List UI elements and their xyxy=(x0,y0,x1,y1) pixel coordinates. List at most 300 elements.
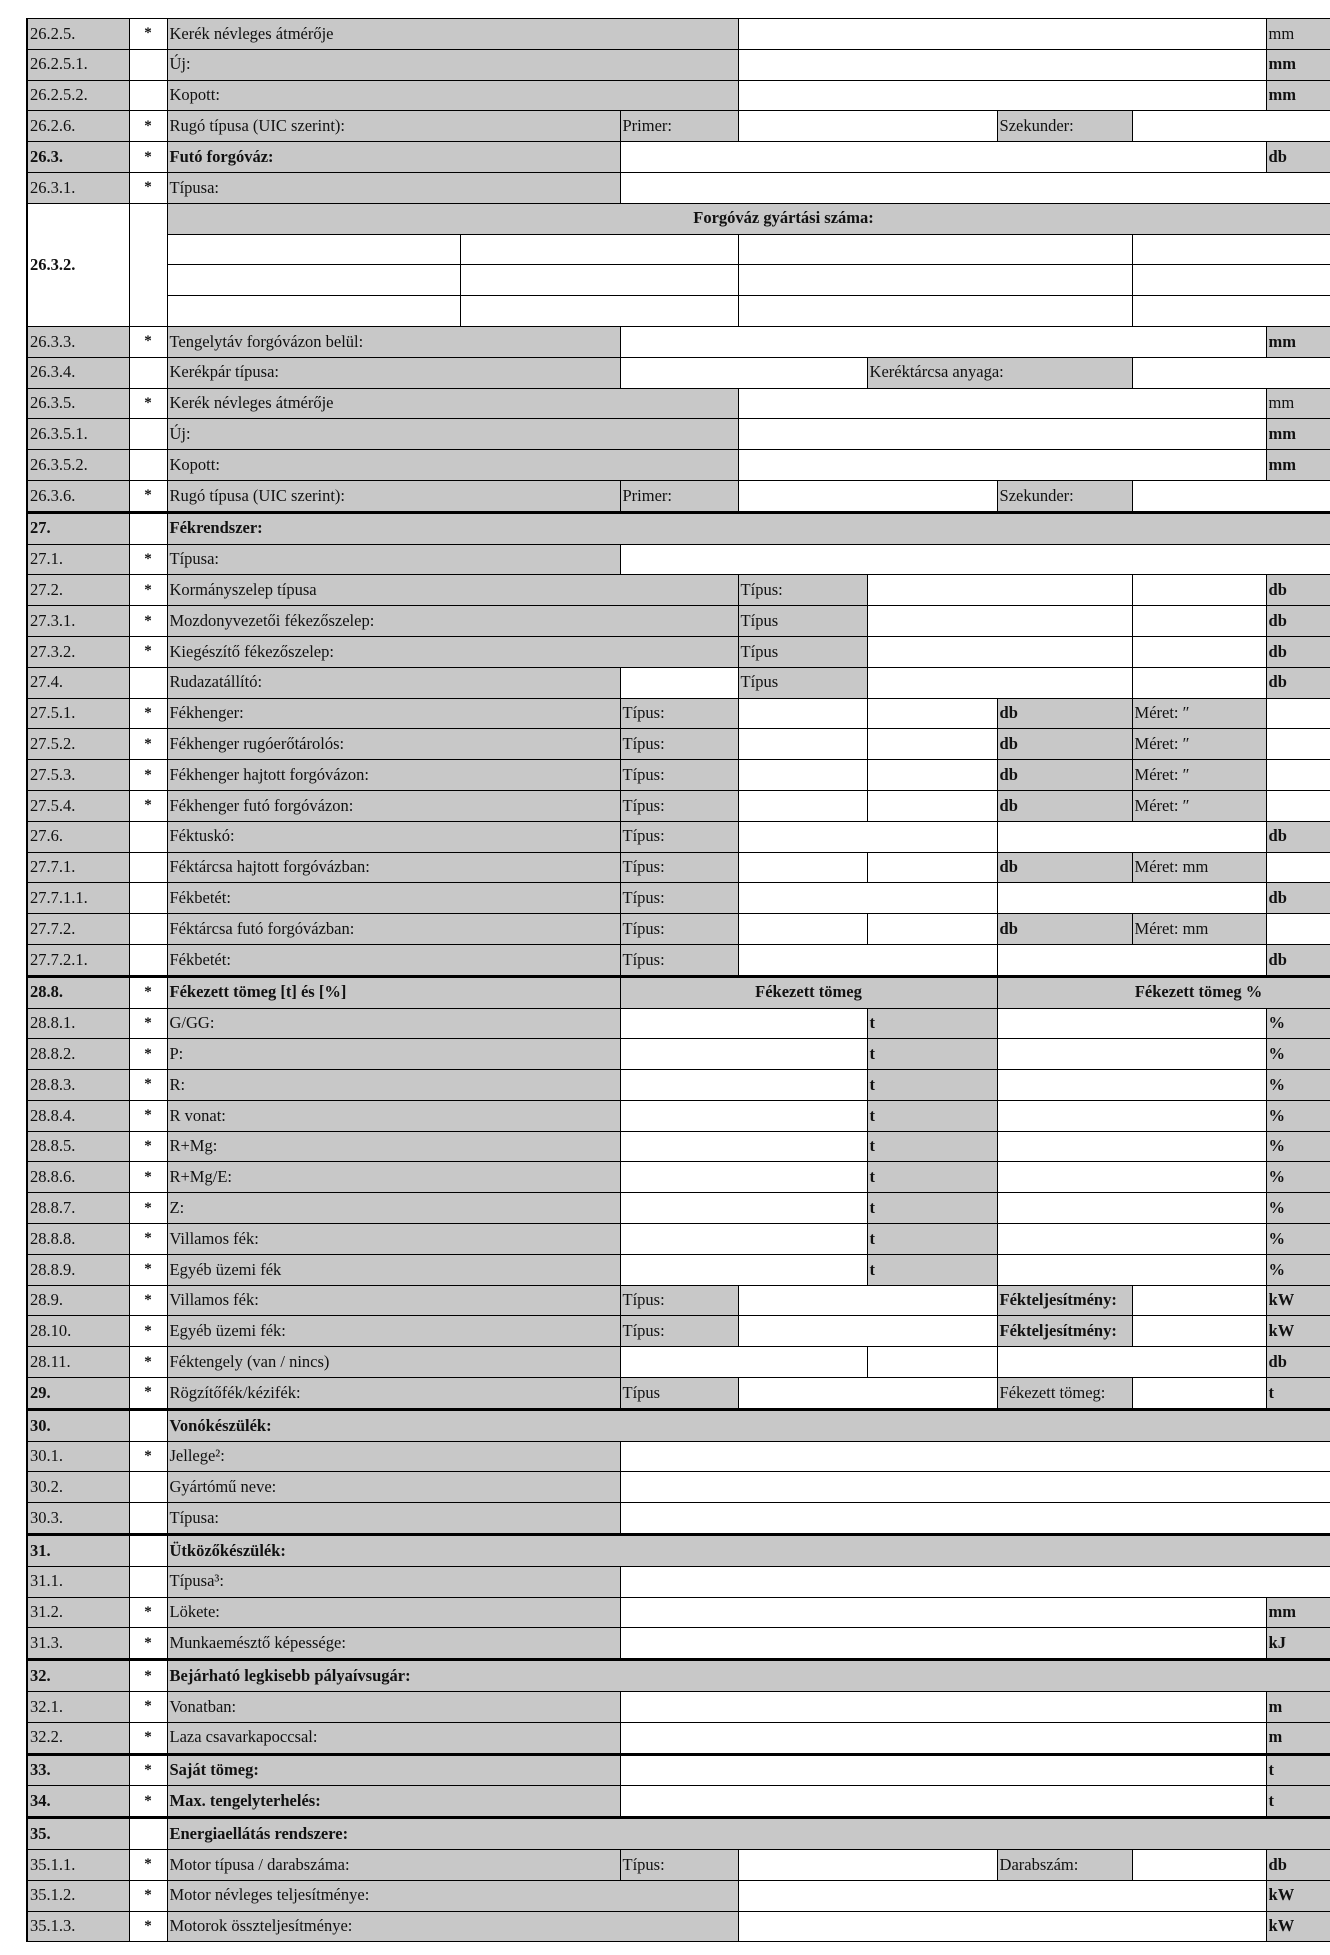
field-caption: Típus xyxy=(738,667,867,698)
field-label: Gyártómű neve: xyxy=(167,1472,620,1503)
field-label: Típusa: xyxy=(167,544,620,575)
entry-field[interactable] xyxy=(620,1503,1330,1535)
entry-field[interactable] xyxy=(738,19,1266,50)
row-number: 27. xyxy=(27,512,129,544)
entry-field[interactable] xyxy=(997,1193,1266,1224)
row-number: 27.7.2. xyxy=(27,914,129,945)
row-number: 35.1.3. xyxy=(27,1911,129,1942)
form-row xyxy=(27,388,1330,419)
row-number: 28.8.7. xyxy=(27,1193,129,1224)
form-row xyxy=(27,852,1330,883)
mandatory-marker xyxy=(129,419,167,450)
entry-field[interactable] xyxy=(620,1193,867,1224)
entry-field[interactable] xyxy=(1266,760,1330,791)
mandatory-marker: * xyxy=(129,544,167,575)
field-caption: db xyxy=(1266,883,1330,914)
entry-field[interactable] xyxy=(738,480,997,512)
row-number: 27.2. xyxy=(27,575,129,606)
entry-field[interactable] xyxy=(620,667,738,698)
entry-field[interactable] xyxy=(867,606,1132,637)
form-row xyxy=(27,1535,1330,1567)
field-caption: Szekunder: xyxy=(997,111,1132,142)
row-number: 26.2.5. xyxy=(27,19,129,50)
entry-field[interactable] xyxy=(738,1285,997,1316)
field-caption: db xyxy=(1266,667,1330,698)
entry-field[interactable] xyxy=(997,1131,1266,1162)
field-caption: Méret: ″ xyxy=(1132,790,1266,821)
field-caption: Fékteljesítmény: xyxy=(997,1285,1132,1316)
form-row xyxy=(27,544,1330,575)
mandatory-marker: * xyxy=(129,1911,167,1942)
form-row xyxy=(27,142,1330,173)
entry-field[interactable] xyxy=(997,1347,1266,1378)
field-caption: Típus: xyxy=(620,883,738,914)
entry-field[interactable] xyxy=(620,326,1266,357)
entry-field[interactable] xyxy=(738,1378,997,1410)
field-caption: db xyxy=(1266,944,1330,976)
field-label: Fékbetét: xyxy=(167,883,620,914)
entry-field[interactable] xyxy=(738,821,997,852)
entry-field[interactable] xyxy=(997,1100,1266,1131)
bogie-serial-field[interactable] xyxy=(460,265,738,296)
form-row xyxy=(27,667,1330,698)
form-row xyxy=(27,1880,1330,1911)
entry-field[interactable] xyxy=(997,944,1266,976)
entry-field[interactable] xyxy=(620,1008,867,1039)
mandatory-marker: * xyxy=(129,1316,167,1347)
field-caption: t xyxy=(867,1224,997,1255)
bogie-serial-field[interactable] xyxy=(1132,234,1330,265)
mandatory-marker: * xyxy=(129,1131,167,1162)
field-caption: t xyxy=(867,1193,997,1224)
row-number: 27.6. xyxy=(27,821,129,852)
field-label: Energiaellátás rendszere: xyxy=(167,1818,1330,1850)
entry-field[interactable] xyxy=(620,357,867,388)
entry-field[interactable] xyxy=(738,80,1266,111)
field-caption: mm xyxy=(1266,450,1330,481)
field-caption: Típus: xyxy=(620,790,738,821)
mandatory-marker: * xyxy=(129,1070,167,1101)
field-caption: mm xyxy=(1266,388,1330,419)
entry-field[interactable] xyxy=(1266,914,1330,945)
entry-field[interactable] xyxy=(867,636,1132,667)
mandatory-marker xyxy=(129,667,167,698)
row-number: 26.3.1. xyxy=(27,172,129,203)
entry-field[interactable] xyxy=(738,1850,997,1881)
field-caption: mm xyxy=(1266,80,1330,111)
form-row xyxy=(27,976,1330,1008)
form-row xyxy=(27,1316,1330,1347)
field-caption: mm xyxy=(1266,326,1330,357)
form-row xyxy=(27,80,1330,111)
entry-field[interactable] xyxy=(997,1254,1266,1285)
entry-field[interactable] xyxy=(738,729,867,760)
field-label: Egyéb üzemi fék: xyxy=(167,1316,620,1347)
field-caption: % xyxy=(1266,1039,1330,1070)
entry-field[interactable] xyxy=(620,1441,1330,1472)
entry-field[interactable] xyxy=(867,1347,997,1378)
row-number: 28.8.6. xyxy=(27,1162,129,1193)
entry-field[interactable] xyxy=(1132,480,1330,512)
entry-field[interactable] xyxy=(997,1224,1266,1255)
form-row xyxy=(27,1224,1330,1255)
entry-field[interactable] xyxy=(620,1224,867,1255)
entry-field[interactable] xyxy=(867,667,1132,698)
entry-field[interactable] xyxy=(867,790,997,821)
row-number: 28.8.9. xyxy=(27,1254,129,1285)
entry-field[interactable] xyxy=(997,1039,1266,1070)
form-row xyxy=(27,944,1330,976)
row-number: 32.2. xyxy=(27,1722,129,1754)
mandatory-marker: * xyxy=(129,1100,167,1131)
field-label: Motor típusa / darabszáma: xyxy=(167,1850,620,1881)
field-label: Bejárható legkisebb pályaívsugár: xyxy=(167,1660,1330,1692)
row-number: 26.3.4. xyxy=(27,357,129,388)
row-number: 27.3.2. xyxy=(27,636,129,667)
form-row xyxy=(27,1566,1330,1597)
field-label: R+Mg/E: xyxy=(167,1162,620,1193)
row-number: 26.3.6. xyxy=(27,480,129,512)
entry-field[interactable] xyxy=(738,790,867,821)
bogie-serial-row xyxy=(27,234,1330,265)
field-label: Egyéb üzemi fék xyxy=(167,1254,620,1285)
entry-field[interactable] xyxy=(620,1254,867,1285)
mandatory-marker: * xyxy=(129,1008,167,1039)
mandatory-marker: * xyxy=(129,172,167,203)
mandatory-marker xyxy=(129,1535,167,1567)
field-caption: db xyxy=(1266,1347,1330,1378)
form-row xyxy=(27,1131,1330,1162)
row-number: 32. xyxy=(27,1660,129,1692)
field-label: Rugó típusa (UIC szerint): xyxy=(167,111,620,142)
row-number: 30.3. xyxy=(27,1503,129,1535)
field-label: Villamos fék: xyxy=(167,1285,620,1316)
field-label: Vonókészülék: xyxy=(167,1409,1330,1441)
form-row xyxy=(27,1100,1330,1131)
field-label: Fékhenger futó forgóvázon: xyxy=(167,790,620,821)
form-row xyxy=(27,1441,1330,1472)
bogie-serial-field[interactable] xyxy=(738,265,1132,296)
form-row xyxy=(27,512,1330,544)
row-number: 26.3.5.1. xyxy=(27,419,129,450)
entry-field[interactable] xyxy=(1132,667,1266,698)
field-label: P: xyxy=(167,1039,620,1070)
field-caption: kW xyxy=(1266,1316,1330,1347)
row-number: 31.3. xyxy=(27,1628,129,1660)
mandatory-marker: * xyxy=(129,1850,167,1881)
form-row xyxy=(27,790,1330,821)
field-caption: mm xyxy=(1266,49,1330,80)
mandatory-marker xyxy=(129,1503,167,1535)
entry-field[interactable] xyxy=(738,1316,997,1347)
field-label: Típusa: xyxy=(167,1503,620,1535)
mandatory-marker: * xyxy=(129,1722,167,1754)
bogie-serial-field[interactable] xyxy=(460,234,738,265)
form-row xyxy=(27,1472,1330,1503)
entry-field[interactable] xyxy=(867,852,997,883)
entry-field[interactable] xyxy=(867,760,997,791)
mandatory-marker: * xyxy=(129,729,167,760)
entry-field[interactable] xyxy=(738,852,867,883)
form-row xyxy=(27,1347,1330,1378)
field-caption: t xyxy=(867,1254,997,1285)
bogie-serial-row xyxy=(27,265,1330,296)
field-caption: db xyxy=(997,914,1132,945)
entry-field[interactable] xyxy=(620,1692,1266,1723)
row-number: 30.2. xyxy=(27,1472,129,1503)
entry-field[interactable] xyxy=(997,1008,1266,1039)
field-caption: Típus: xyxy=(620,729,738,760)
form-row xyxy=(27,1722,1330,1754)
row-number: 28.11. xyxy=(27,1347,129,1378)
entry-field[interactable] xyxy=(997,883,1266,914)
field-caption: t xyxy=(1266,1754,1330,1786)
field-label: Laza csavarkapoccsal: xyxy=(167,1722,620,1754)
field-caption: % xyxy=(1266,1070,1330,1101)
row-number: 26.3.5.2. xyxy=(27,450,129,481)
bogie-serial-field[interactable] xyxy=(167,296,460,327)
bogie-serial-field[interactable] xyxy=(167,234,460,265)
entry-field[interactable] xyxy=(738,1911,1266,1942)
mandatory-marker: * xyxy=(129,142,167,173)
form-row xyxy=(27,1008,1330,1039)
entry-field[interactable] xyxy=(738,698,867,729)
field-caption: Darabszám: xyxy=(997,1850,1132,1881)
field-caption: Primer: xyxy=(620,480,738,512)
entry-field[interactable] xyxy=(867,729,997,760)
entry-field[interactable] xyxy=(1132,111,1330,142)
row-number: 28.8.8. xyxy=(27,1224,129,1255)
mandatory-marker xyxy=(129,203,167,326)
entry-field[interactable] xyxy=(738,419,1266,450)
form-row xyxy=(27,1039,1330,1070)
entry-field[interactable] xyxy=(620,1628,1266,1660)
form-row xyxy=(27,172,1330,203)
entry-field[interactable] xyxy=(1132,1850,1266,1881)
field-caption: Típus: xyxy=(620,1285,738,1316)
mandatory-marker: * xyxy=(129,111,167,142)
row-number: 35.1.2. xyxy=(27,1880,129,1911)
entry-field[interactable] xyxy=(738,111,997,142)
bogie-serial-field[interactable] xyxy=(738,234,1132,265)
field-label: Kerék névleges átmérője xyxy=(167,19,738,50)
row-number: 26.3.2. xyxy=(27,203,129,326)
bogie-serial-field[interactable] xyxy=(1132,296,1330,327)
entry-field[interactable] xyxy=(620,1347,867,1378)
field-label: Kiegészítő fékezőszelep: xyxy=(167,636,738,667)
field-label: Féktuskó: xyxy=(167,821,620,852)
field-caption: m xyxy=(1266,1722,1330,1754)
mandatory-marker xyxy=(129,914,167,945)
field-caption: db xyxy=(997,760,1132,791)
mandatory-marker xyxy=(129,1818,167,1850)
entry-field[interactable] xyxy=(997,1070,1266,1101)
entry-field[interactable] xyxy=(620,1722,1266,1754)
field-label: Max. tengelyterhelés: xyxy=(167,1786,620,1818)
field-caption: % xyxy=(1266,1100,1330,1131)
form-row xyxy=(27,729,1330,760)
row-number: 35.1.1. xyxy=(27,1850,129,1881)
form-row xyxy=(27,914,1330,945)
field-caption: Primer: xyxy=(620,111,738,142)
field-label: Ütközőkészülék: xyxy=(167,1535,1330,1567)
field-caption: db xyxy=(997,698,1132,729)
mandatory-marker: * xyxy=(129,1193,167,1224)
mandatory-marker xyxy=(129,49,167,80)
form-row xyxy=(27,111,1330,142)
entry-field[interactable] xyxy=(1266,852,1330,883)
field-caption: t xyxy=(1266,1378,1330,1410)
form-row xyxy=(27,821,1330,852)
mandatory-marker xyxy=(129,1409,167,1441)
form-row xyxy=(27,1285,1330,1316)
row-number: 27.5.1. xyxy=(27,698,129,729)
row-number: 28.8. xyxy=(27,976,129,1008)
field-caption: t xyxy=(867,1008,997,1039)
form-row xyxy=(27,1911,1330,1942)
mandatory-marker: * xyxy=(129,1628,167,1660)
entry-field[interactable] xyxy=(620,1472,1330,1503)
entry-field[interactable] xyxy=(1132,606,1266,637)
entry-field[interactable] xyxy=(738,388,1266,419)
field-label: Tengelytáv forgóvázon belül: xyxy=(167,326,620,357)
form-row xyxy=(27,1162,1330,1193)
entry-field[interactable] xyxy=(867,575,1132,606)
field-caption: Típus xyxy=(620,1378,738,1410)
field-label: Lökete: xyxy=(167,1597,620,1628)
mandatory-marker: * xyxy=(129,1285,167,1316)
row-number: 31.1. xyxy=(27,1566,129,1597)
mandatory-marker: * xyxy=(129,1162,167,1193)
row-number: 31. xyxy=(27,1535,129,1567)
entry-field[interactable] xyxy=(738,883,997,914)
entry-field[interactable] xyxy=(1266,698,1330,729)
entry-field[interactable] xyxy=(620,172,1330,203)
bogie-serial-field[interactable] xyxy=(460,296,738,327)
mandatory-marker: * xyxy=(129,636,167,667)
mandatory-marker: * xyxy=(129,790,167,821)
form-row xyxy=(27,1692,1330,1723)
field-caption: db xyxy=(1266,1850,1330,1881)
entry-field[interactable] xyxy=(738,1880,1266,1911)
field-caption: % xyxy=(1266,1193,1330,1224)
field-caption: Szekunder: xyxy=(997,480,1132,512)
entry-field[interactable] xyxy=(1266,729,1330,760)
row-number: 35. xyxy=(27,1818,129,1850)
entry-field[interactable] xyxy=(1132,1316,1266,1347)
form-row xyxy=(27,760,1330,791)
field-caption: kW xyxy=(1266,1880,1330,1911)
row-number: 28.9. xyxy=(27,1285,129,1316)
field-label: Fékhenger: xyxy=(167,698,620,729)
row-number: 27.5.4. xyxy=(27,790,129,821)
entry-field[interactable] xyxy=(620,1100,867,1131)
entry-field[interactable] xyxy=(620,1786,1266,1818)
entry-field[interactable] xyxy=(620,1754,1266,1786)
field-caption: Típus xyxy=(738,606,867,637)
entry-field[interactable] xyxy=(738,914,867,945)
entry-field[interactable] xyxy=(1132,575,1266,606)
entry-field[interactable] xyxy=(867,698,997,729)
bogie-serial-field[interactable] xyxy=(167,265,460,296)
form-row xyxy=(27,636,1330,667)
entry-field[interactable] xyxy=(620,1131,867,1162)
entry-field[interactable] xyxy=(620,1597,1266,1628)
form-row xyxy=(27,1254,1330,1285)
row-number: 26.2.5.1. xyxy=(27,49,129,80)
entry-field[interactable] xyxy=(997,821,1266,852)
bogie-serial-header: Forgóváz gyártási száma: xyxy=(167,203,1330,234)
form-row xyxy=(27,19,1330,50)
field-label: R+Mg: xyxy=(167,1131,620,1162)
row-number: 26.3. xyxy=(27,142,129,173)
entry-field[interactable] xyxy=(738,49,1266,80)
row-number: 32.1. xyxy=(27,1692,129,1723)
entry-field[interactable] xyxy=(620,1566,1330,1597)
field-label: Villamos fék: xyxy=(167,1224,620,1255)
row-number: 27.7.2.1. xyxy=(27,944,129,976)
mandatory-marker xyxy=(129,450,167,481)
mandatory-marker: * xyxy=(129,326,167,357)
entry-field[interactable] xyxy=(620,544,1330,575)
field-label: Féktárcsa hajtott forgóvázban: xyxy=(167,852,620,883)
form-row xyxy=(27,1660,1330,1692)
mandatory-marker: * xyxy=(129,606,167,637)
field-caption: Típus: xyxy=(620,821,738,852)
entry-field[interactable] xyxy=(1132,1285,1266,1316)
form-row xyxy=(27,49,1330,80)
entry-field[interactable] xyxy=(997,1162,1266,1193)
row-number: 28.8.3. xyxy=(27,1070,129,1101)
mandatory-marker xyxy=(129,1566,167,1597)
bogie-serial-field[interactable] xyxy=(1132,265,1330,296)
row-number: 27.4. xyxy=(27,667,129,698)
entry-field[interactable] xyxy=(738,944,997,976)
entry-field[interactable] xyxy=(1132,357,1330,388)
field-caption: Típus: xyxy=(620,852,738,883)
mandatory-marker xyxy=(129,1472,167,1503)
row-number: 27.5.3. xyxy=(27,760,129,791)
row-number: 26.2.5.2. xyxy=(27,80,129,111)
bogie-serial-field[interactable] xyxy=(738,296,1132,327)
row-number: 28.10. xyxy=(27,1316,129,1347)
entry-field[interactable] xyxy=(620,1070,867,1101)
entry-field[interactable] xyxy=(620,1039,867,1070)
entry-field[interactable] xyxy=(1132,636,1266,667)
entry-field[interactable] xyxy=(620,142,1266,173)
field-caption: mm xyxy=(1266,419,1330,450)
field-caption: Fékezett tömeg % xyxy=(997,976,1330,1008)
entry-field[interactable] xyxy=(867,914,997,945)
form-row xyxy=(27,1503,1330,1535)
mandatory-marker xyxy=(129,80,167,111)
entry-field[interactable] xyxy=(1266,790,1330,821)
field-caption: mm xyxy=(1266,19,1330,50)
technical-data-form xyxy=(26,18,1330,1942)
entry-field[interactable] xyxy=(1132,1378,1266,1410)
field-caption: t xyxy=(867,1070,997,1101)
field-caption: kJ xyxy=(1266,1628,1330,1660)
field-label: Kerékpár típusa: xyxy=(167,357,620,388)
field-caption: % xyxy=(1266,1224,1330,1255)
form-row xyxy=(27,357,1330,388)
form-row xyxy=(27,326,1330,357)
entry-field[interactable] xyxy=(738,760,867,791)
entry-field[interactable] xyxy=(620,1162,867,1193)
entry-field[interactable] xyxy=(738,450,1266,481)
field-caption: kW xyxy=(1266,1911,1330,1942)
row-number: 28.8.4. xyxy=(27,1100,129,1131)
